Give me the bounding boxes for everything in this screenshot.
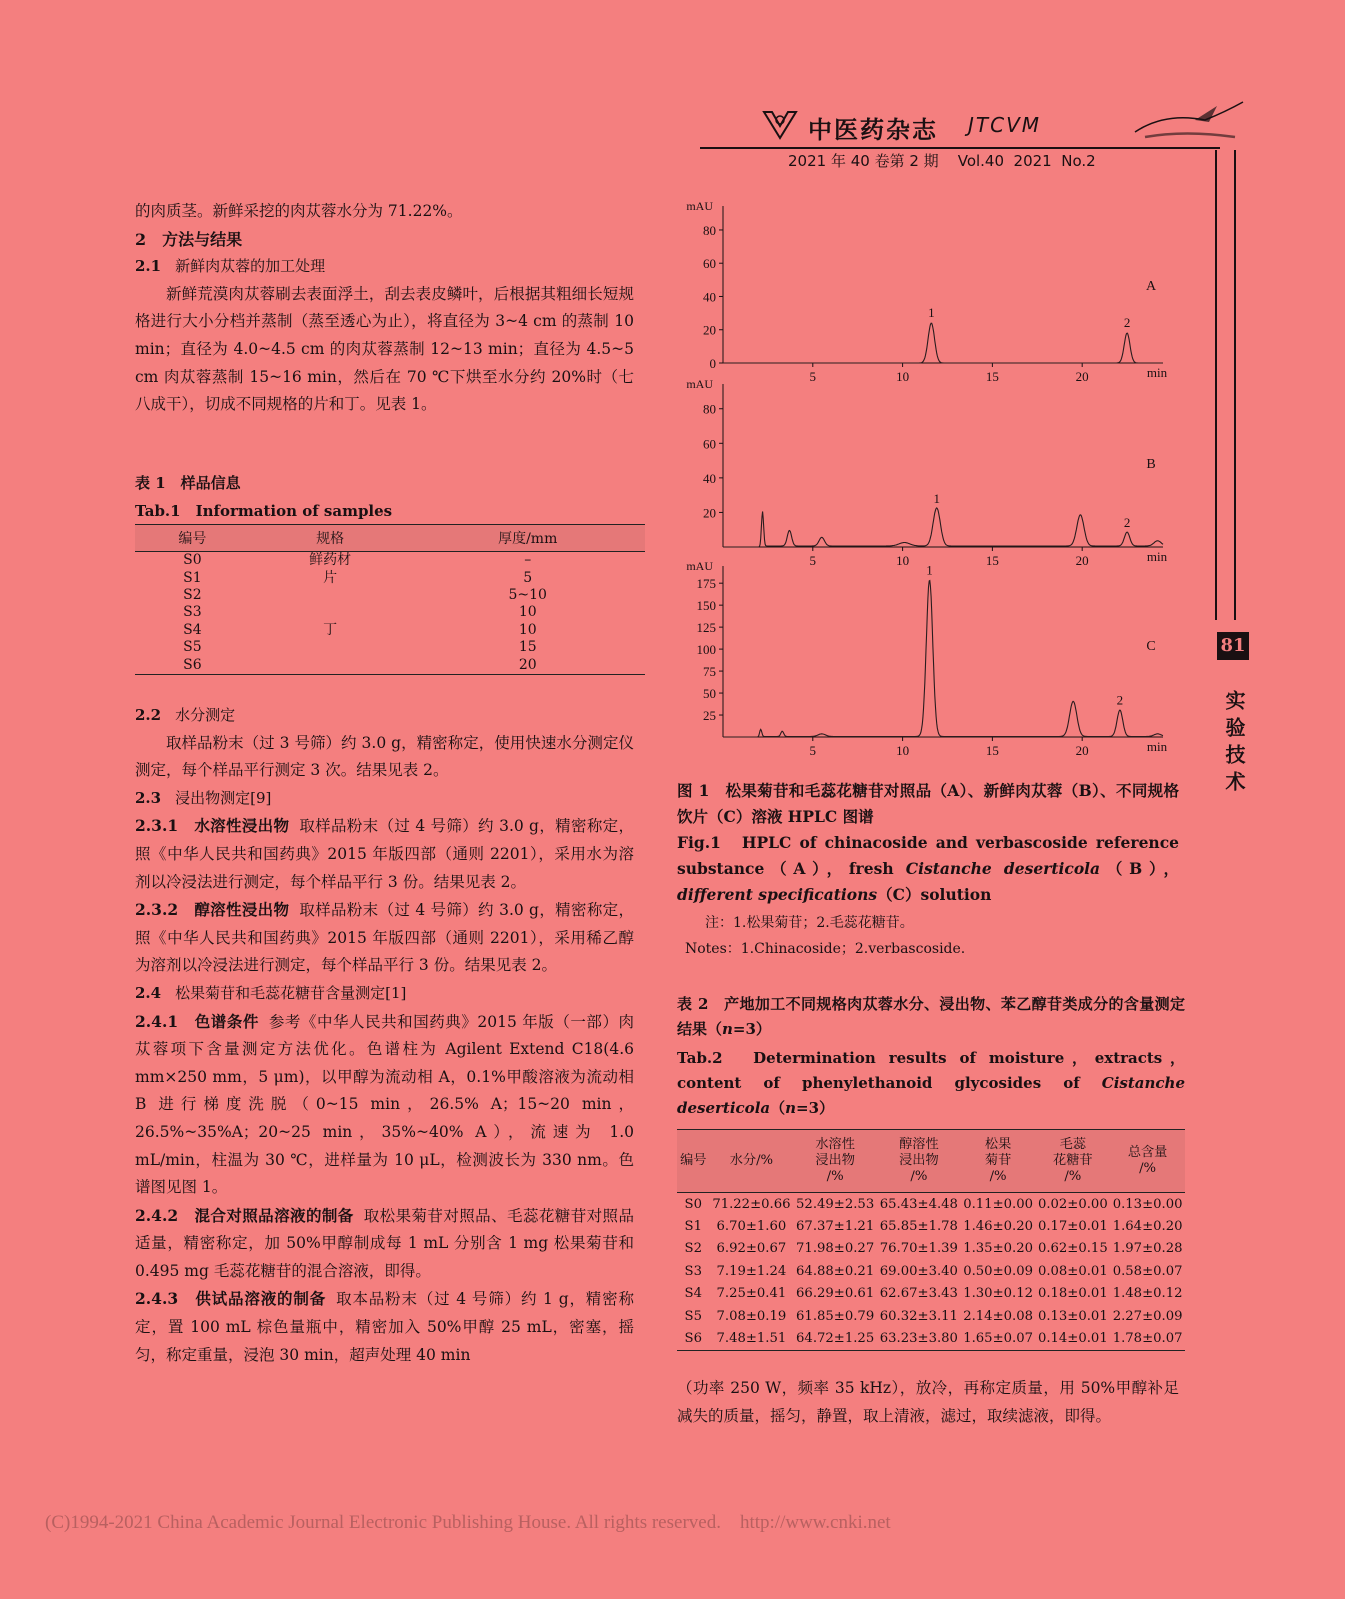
paragraph-text: 取本品粉末（过 4 号筛）约 1 g，精密称定，置 100 mL 棕色量瓶中，精密加入 50%甲醇 25 mL，密塞，摇匀，称定重量，浸泡 30 min，超声处理 40 min bbox=[135, 1290, 634, 1364]
table-cell: 片 bbox=[323, 569, 338, 586]
figure-1-note-cn: 注：1.松果菊苷；2.毛蕊花糖苷。 bbox=[705, 915, 914, 931]
y-axis-unit: mAU bbox=[686, 559, 713, 573]
table-cell: 1.78±0.07 bbox=[1110, 1327, 1185, 1350]
table-row bbox=[677, 1260, 1185, 1282]
table-row bbox=[135, 656, 645, 674]
x-tick-label: 20 bbox=[1075, 743, 1089, 758]
table-header-cell: 编号 bbox=[677, 1130, 710, 1193]
caption-species: Cistanche deserticola bbox=[905, 859, 1101, 878]
y-tick-label: 80 bbox=[703, 222, 716, 238]
table-cell: 1.65±0.07 bbox=[961, 1327, 1036, 1350]
caption-text: （B）， bbox=[1100, 859, 1179, 878]
table-cell: 71.98±0.27 bbox=[796, 1241, 875, 1257]
y-tick-label: 175 bbox=[696, 576, 716, 592]
table-cell: 0.62±0.15 bbox=[1037, 1241, 1108, 1257]
table-cell: 66.29±0.61 bbox=[796, 1286, 875, 1302]
table-row bbox=[135, 604, 645, 621]
table-cell: S6 bbox=[135, 656, 250, 674]
section-2-2-heading bbox=[135, 702, 634, 730]
subsection-heading: 2.4.2 混合对照品溶液的制备 bbox=[135, 1205, 354, 1225]
table-1-caption-cn: 表 1 样品信息 bbox=[135, 474, 241, 492]
header-rule bbox=[700, 147, 1220, 149]
paragraph-text: 取松果菊苷对照品、毛蕊花糖苷对照品适量，精密称定，加 50%甲醇制成每 1 mL 分别含 1 mg 松果菊苷和 0.495 mg 毛蕊花糖苷的混合溶液，即得。 bbox=[135, 1206, 634, 1280]
y-axis-unit: mAU bbox=[686, 377, 713, 391]
x-tick-label: 20 bbox=[1075, 369, 1089, 384]
table-cell: 0.13±0.00 bbox=[1112, 1196, 1183, 1212]
y-tick-label: 60 bbox=[703, 256, 716, 272]
table-cell: S6 bbox=[677, 1327, 710, 1350]
table-header-cell: 松果 菊苷 /% bbox=[961, 1130, 1036, 1193]
panel-label: B bbox=[1146, 457, 1156, 472]
subsection-heading: 2.4.1 色谱条件 bbox=[135, 1011, 259, 1031]
table-2-caption-cn bbox=[677, 992, 1185, 1042]
margin-rule-outer bbox=[1215, 150, 1217, 620]
chromatogram-trace-b bbox=[723, 508, 1163, 547]
x-tick-label: 5 bbox=[809, 743, 817, 758]
table-cell: S0 bbox=[183, 552, 202, 569]
section-title: 松果菊苷和毛蕊花糖苷含量测定[1] bbox=[175, 983, 407, 1002]
paragraph-2-3-1 bbox=[135, 812, 634, 896]
x-tick-label: 15 bbox=[985, 369, 999, 384]
y-tick-label: 40 bbox=[703, 470, 716, 486]
peak-label: 2 bbox=[1123, 315, 1131, 331]
copyright-footer: (C)1994-2021 China Academic Journal Electronic Publishing House. All rights reserved. http://www.cnki.net bbox=[45, 1512, 891, 1533]
subsection-heading: 2.3.1 水溶性浸出物 bbox=[135, 816, 290, 836]
table-row bbox=[135, 552, 645, 570]
table-row bbox=[677, 1238, 1185, 1260]
table-cell: 7.08±0.19 bbox=[716, 1308, 787, 1324]
y-tick-label: 125 bbox=[696, 620, 716, 636]
table-cell: 1.97±0.28 bbox=[1112, 1241, 1183, 1257]
journal-logo-icon bbox=[760, 108, 800, 142]
caption-text: =3） bbox=[796, 1099, 835, 1117]
y-tick-label: 50 bbox=[703, 686, 716, 702]
paragraph-2-4-3 bbox=[135, 1285, 634, 1369]
left-column-bottom bbox=[135, 702, 634, 1369]
table-row bbox=[135, 569, 645, 586]
peak-label: 2 bbox=[1123, 515, 1131, 531]
caption-n: n bbox=[785, 1099, 797, 1117]
section-2-heading: 2 方法与结果 bbox=[135, 229, 243, 249]
x-tick-label: 10 bbox=[896, 743, 910, 758]
x-axis-unit: min bbox=[1146, 739, 1168, 754]
paragraph-text: 取样品粉末（过 4 号筛）约 3.0 g，精密称定，照《中华人民共和国药典》2015 年版四部（通则 2201），采用稀乙醇为溶剂以冷浸法进行测定，每个样品平行 3 份。结果见表 2。 bbox=[135, 901, 634, 975]
table-cell: 64.72±1.25 bbox=[793, 1327, 877, 1350]
subsection-heading: 2.3.2 醇溶性浸出物 bbox=[135, 900, 290, 920]
panel-label: C bbox=[1146, 639, 1156, 654]
table-cell: S5 bbox=[684, 1308, 702, 1324]
caption-text: =3） bbox=[732, 1020, 771, 1038]
x-tick-label: 15 bbox=[985, 743, 999, 758]
table-cell: S3 bbox=[183, 604, 202, 621]
table-1-caption-en: Tab.1 Information of samples bbox=[135, 502, 393, 520]
table-cell: 60.32±3.11 bbox=[879, 1308, 958, 1324]
x-tick-label: 10 bbox=[896, 553, 910, 568]
table-cell bbox=[250, 587, 411, 604]
table-cell: 15 bbox=[518, 639, 537, 656]
y-tick-label: 150 bbox=[696, 598, 716, 614]
table-header-cell: 厚度/mm bbox=[410, 525, 645, 552]
left-column-top bbox=[135, 198, 634, 419]
table-cell: 丁 bbox=[323, 621, 338, 638]
margin-rule-inner bbox=[1234, 150, 1236, 620]
table-cell bbox=[250, 639, 411, 656]
section-title: 新鲜肉苁蓉的加工处理 bbox=[175, 257, 326, 276]
page-number-text: 81 bbox=[1220, 635, 1246, 656]
table-cell: S4 bbox=[684, 1286, 702, 1302]
table-cell: 10 bbox=[518, 621, 537, 638]
paragraph-2-4-1 bbox=[135, 1008, 634, 1202]
table-header-cell: 总含量 /% bbox=[1110, 1130, 1185, 1193]
table-cell: 1.30±0.12 bbox=[963, 1286, 1033, 1302]
figure-1-caption-en bbox=[677, 830, 1179, 908]
section-number: 2.3 bbox=[135, 788, 162, 807]
table-cell: 0.14±0.01 bbox=[1035, 1327, 1110, 1350]
table-header-cell: 毛蕊 花糖苷 /% bbox=[1035, 1130, 1110, 1193]
table-cell: 0.58±0.07 bbox=[1112, 1263, 1183, 1279]
table-cell: S1 bbox=[183, 569, 202, 586]
table-cell: 5~10 bbox=[508, 586, 547, 603]
table-cell: 69.00±3.40 bbox=[879, 1263, 958, 1279]
table-cell: S2 bbox=[183, 586, 202, 603]
table-cell: 鲜药材 bbox=[309, 552, 352, 569]
table-cell: 0.50±0.09 bbox=[963, 1263, 1033, 1279]
section-title: 浸出物测定[9] bbox=[175, 788, 272, 807]
paragraph-2-4-2 bbox=[135, 1202, 634, 1286]
table-cell: 64.88±0.21 bbox=[796, 1263, 875, 1279]
journal-title-cn: 中医药杂志 bbox=[808, 116, 938, 144]
table-cell: S4 bbox=[183, 621, 202, 638]
table-row bbox=[677, 1283, 1185, 1305]
paragraph-text: 取样品粉末（过 4 号筛）约 3.0 g，精密称定，照《中华人民共和国药典》2015 年版四部（通则 2201），采用水为溶剂以冷浸法进行测定，每个样品平行 3 份。结果见表 2。 bbox=[135, 817, 634, 891]
section-number: 2.1 bbox=[135, 257, 162, 276]
table-cell: 0.18±0.01 bbox=[1037, 1286, 1108, 1302]
table-cell: 5 bbox=[523, 569, 533, 586]
table-cell: 0.02±0.00 bbox=[1037, 1196, 1108, 1212]
caption-text: Tab.2 Determination results of moisture，extracts，content of phenylethanoid glycosides of bbox=[677, 1049, 1185, 1092]
table-cell: – bbox=[524, 552, 532, 569]
x-tick-label: 10 bbox=[896, 369, 910, 384]
table-cell: 10 bbox=[518, 604, 537, 621]
table-cell: 67.37±1.21 bbox=[796, 1219, 875, 1235]
table-cell: 76.70±1.39 bbox=[879, 1241, 958, 1257]
table-cell: 1.48±0.12 bbox=[1112, 1286, 1183, 1302]
section-title: 水分测定 bbox=[175, 706, 236, 724]
table-cell: 1.46±0.20 bbox=[963, 1219, 1033, 1235]
y-tick-label: 80 bbox=[703, 401, 716, 417]
y-tick-label: 20 bbox=[703, 322, 716, 338]
table-cell: 0.08±0.01 bbox=[1037, 1263, 1108, 1279]
table-1 bbox=[135, 470, 645, 675]
table-cell: 65.43±4.48 bbox=[879, 1196, 958, 1212]
table-cell: S1 bbox=[684, 1219, 702, 1235]
table-row bbox=[677, 1327, 1185, 1350]
page-number bbox=[1217, 632, 1249, 660]
table-cell: 6.70±1.60 bbox=[716, 1219, 787, 1235]
y-tick-label: 20 bbox=[703, 505, 716, 521]
table-cell: S5 bbox=[183, 639, 202, 656]
table-cell: 65.85±1.78 bbox=[879, 1219, 958, 1235]
table-row bbox=[135, 639, 645, 656]
table-cell: 63.23±3.80 bbox=[877, 1327, 961, 1350]
table-cell bbox=[250, 604, 411, 621]
table-2-caption-en bbox=[677, 1046, 1185, 1121]
y-tick-label: 25 bbox=[703, 708, 716, 724]
table-cell: 61.85±0.79 bbox=[796, 1308, 875, 1324]
table-2-grid bbox=[677, 1129, 1185, 1351]
table-cell: 62.67±3.43 bbox=[879, 1286, 958, 1302]
peak-label: 2 bbox=[1116, 692, 1124, 708]
caption-species: Cistanche deserticola bbox=[677, 1074, 1185, 1117]
paragraph-2-2: 取样品粉末（过 3 号筛）约 3.0 g，精密称定，使用快速水分测定仪测定，每个样品平行测定 3 次。结果见表 2。 bbox=[135, 733, 634, 780]
table-cell: 52.49±2.53 bbox=[796, 1196, 875, 1212]
table-row bbox=[135, 622, 645, 639]
panel-label: A bbox=[1145, 279, 1157, 294]
chromatogram-trace-a bbox=[723, 323, 1163, 363]
chromatogram-trace-c bbox=[723, 581, 1163, 737]
table-cell bbox=[250, 656, 411, 674]
figure-1-note-en: Notes：1.Chinacoside；2.verbascoside. bbox=[685, 941, 966, 957]
paragraph-2-3-2 bbox=[135, 896, 634, 980]
peak-label: 1 bbox=[928, 305, 935, 321]
caption-text: Fig.1 HPLC of chinacoside and verbascoside reference substance（A），fresh bbox=[677, 833, 1179, 878]
table-cell: 20 bbox=[410, 656, 645, 674]
y-tick-label: 40 bbox=[703, 289, 716, 305]
y-axis-unit: mAU bbox=[686, 200, 713, 213]
caption-text: （C）solution bbox=[877, 885, 992, 904]
peak-label: 1 bbox=[926, 562, 933, 578]
issue-info: 2021 年 40 卷第 2 期 Vol.40 2021 No.2 bbox=[788, 152, 1096, 170]
table-cell: 2.27±0.09 bbox=[1112, 1308, 1183, 1324]
table-cell: 7.25±0.41 bbox=[716, 1286, 787, 1302]
table-cell: 0.11±0.00 bbox=[963, 1196, 1033, 1212]
section-number: 2.2 bbox=[135, 706, 162, 724]
right-column-text bbox=[677, 1375, 1179, 1430]
table-header-cell: 编号 bbox=[135, 525, 250, 552]
table-header-cell: 水溶性 浸出物 /% bbox=[793, 1130, 877, 1193]
x-tick-label: 5 bbox=[809, 369, 817, 384]
section-2-3-heading bbox=[135, 785, 634, 813]
x-axis-unit: min bbox=[1146, 365, 1168, 380]
table-2 bbox=[677, 992, 1185, 1351]
x-tick-label: 20 bbox=[1075, 553, 1089, 568]
table-cell: 0.13±0.01 bbox=[1037, 1308, 1108, 1324]
table-cell: 0.17±0.01 bbox=[1037, 1219, 1108, 1235]
figure-1-caption bbox=[677, 778, 1179, 962]
y-tick-label: 60 bbox=[703, 436, 716, 452]
paragraph-2-4-3-continued: （功率 250 W，频率 35 kHz），放冷，再称定质量，用 50%甲醇补足减失的质量，摇匀，静置，取上清液，滤过，取续滤液，即得。 bbox=[677, 1379, 1179, 1425]
table-header-cell: 规格 bbox=[250, 525, 411, 552]
caption-text-italic: different specifications bbox=[677, 885, 878, 904]
x-tick-label: 5 bbox=[809, 553, 817, 568]
y-tick-label: 100 bbox=[696, 642, 716, 658]
peak-label: 1 bbox=[933, 490, 940, 506]
table-row bbox=[677, 1305, 1185, 1327]
table-row bbox=[677, 1215, 1185, 1237]
figure-1-caption-cn: 图 1 松果菊苷和毛蕊花糖苷对照品（A）、新鲜肉苁蓉（B）、不同规格饮片（C）溶液 HPLC 图谱 bbox=[677, 781, 1179, 826]
table-cell: 6.92±0.67 bbox=[716, 1241, 787, 1257]
y-tick-label: 0 bbox=[709, 356, 716, 371]
caption-n: n bbox=[722, 1020, 733, 1038]
caption-text: 表 2 产地加工不同规格肉苁蓉水分、浸出物、苯乙醇苷类成分的含量测定结果（ bbox=[677, 995, 1185, 1038]
section-number: 2.4 bbox=[135, 983, 162, 1002]
journal-header bbox=[760, 108, 1080, 144]
table-cell: 1.64±0.20 bbox=[1112, 1219, 1183, 1235]
table-header-cell: 水分/% bbox=[710, 1130, 794, 1193]
table-cell: S3 bbox=[684, 1263, 702, 1279]
table-1-grid bbox=[135, 524, 645, 675]
x-tick-label: 15 bbox=[985, 553, 999, 568]
subsection-heading: 2.4.3 供试品溶液的制备 bbox=[135, 1289, 327, 1309]
table-cell: 1.35±0.20 bbox=[963, 1241, 1033, 1257]
paragraph-2-1: 新鲜荒漠肉苁蓉刷去表面浮土，刮去表皮鳞叶，后根据其粗细长短规格进行大小分档并蒸制（蒸至透心为止），将直径为 3~4 cm 的蒸制 10 min；直径为 4.0~4.5 cm 的肉苁蓉蒸制 12~13 min；直径为 4.5~5 cm 肉苁蓉蒸制 15~16 min，然后在 70 ℃下烘至水分约 20%时（七八成干），切成不同规格的片和丁。见表 1。 bbox=[135, 284, 634, 414]
table-cell: S0 bbox=[684, 1196, 702, 1212]
table-row bbox=[135, 587, 645, 604]
x-axis-unit: min bbox=[1146, 549, 1168, 564]
table-row bbox=[677, 1193, 1185, 1216]
caption-text: （ bbox=[770, 1099, 786, 1117]
y-tick-label: 75 bbox=[703, 664, 716, 680]
table-cell: 2.14±0.08 bbox=[963, 1308, 1033, 1324]
table-cell: 7.48±1.51 bbox=[710, 1327, 794, 1350]
table-cell: 7.19±1.24 bbox=[716, 1263, 787, 1279]
side-label-text: 实 验 技 术 bbox=[1222, 690, 1246, 791]
figure-1-chromatograms bbox=[675, 200, 1180, 765]
table-cell: 71.22±0.66 bbox=[712, 1196, 791, 1212]
crane-decoration-icon bbox=[1125, 92, 1250, 152]
journal-abbr: JTCVM bbox=[968, 113, 1042, 137]
table-cell: S2 bbox=[684, 1241, 702, 1257]
section-2-1-heading bbox=[135, 253, 634, 281]
paragraph-text: 参考《中华人民共和国药典》2015 年版（一部）肉苁蓉项下含量测定方法优化。色谱柱为 Agilent Extend C18(4.6 mm×250 mm，5 μm)，以甲醇为流动相 A，0.1%甲酸溶液为流动相 B 进行梯度洗脱（0~15 min，26.5% A；15~20 min，26.5%~35%A；20~25 min，35%~40% A），流速为 1.0 mL/min，柱温为 30 ℃，进样量为 10 μL，检测波长为 330 nm。色谱图见图 1。 bbox=[135, 1012, 634, 1197]
table-header-cell: 醇溶性 浸出物 /% bbox=[877, 1130, 961, 1193]
paragraph-intro-end: 的肉质茎。新鲜采挖的肉苁蓉水分为 71.22%。 bbox=[135, 202, 463, 220]
side-label bbox=[1220, 690, 1248, 791]
section-2-4-heading bbox=[135, 980, 634, 1008]
